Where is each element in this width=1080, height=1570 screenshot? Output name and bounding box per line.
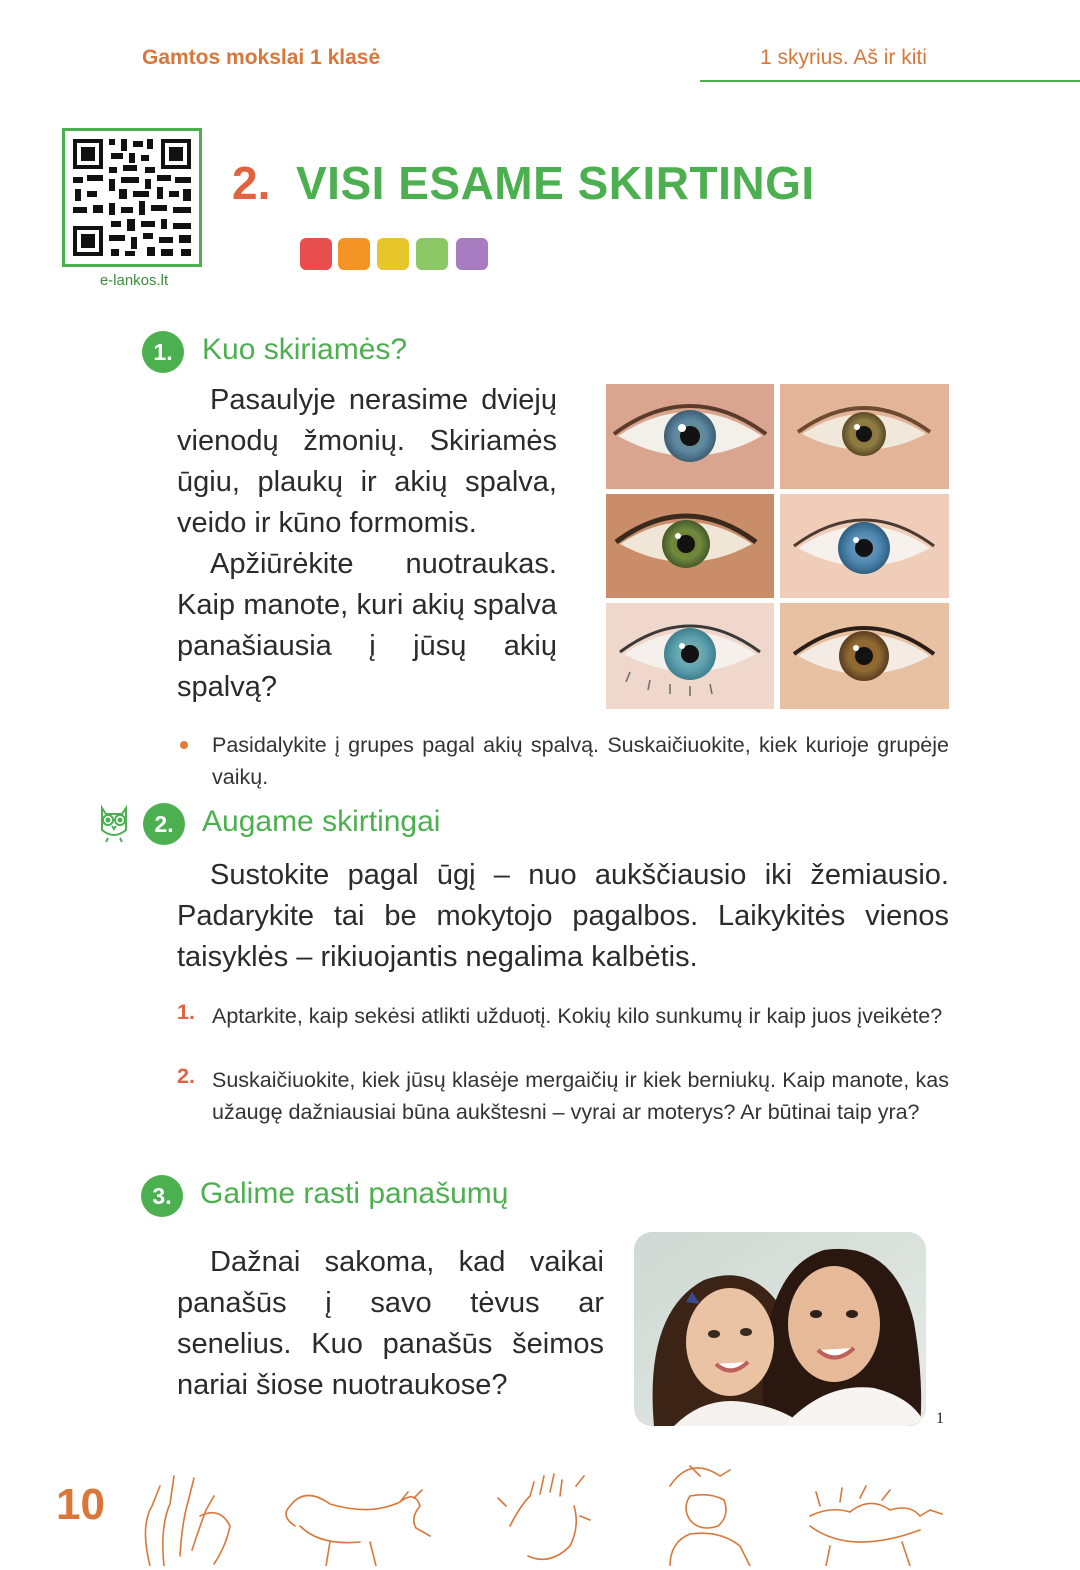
qr-code-icon [65,131,199,264]
section-1-title: Kuo skiriamės? [202,333,408,366]
section-3-title: Galime rasti panašumų [200,1177,509,1210]
animal-icon [286,1490,430,1566]
swatch-yellow [377,238,409,270]
qr-caption: e-lankos.lt [99,272,169,289]
header-divider [700,80,1080,82]
page-number: 10 [56,1480,105,1529]
sisters-photo [634,1232,926,1426]
lesson-number: 2. [232,157,271,209]
section-2-title: Augame skirtingai [202,805,441,838]
swatch-purple [456,238,488,270]
section-1-badge: 1. [142,331,184,373]
bullet-dot [180,741,188,749]
chapter-title: 1 skyrius. Aš ir kiti [760,46,927,69]
eye-photos-grid [606,384,949,709]
plant-cart-icon [810,1486,942,1566]
footer-illustration [130,1446,960,1566]
section-1-paragraph-2: Apžiūrėkite nuotraukas. Kaip manote, kuri akių spalva panašiausia į jūsų akių spalvą? [177,548,557,703]
section-3-text [177,1242,604,1406]
section-3-paragraph: Dažnai sakoma, kad vaikai panašūs į savo tėvus ar senelius. Kuo panašūs šeimos nariai šiose nuotraukose? [177,1246,604,1401]
section-1-text [177,380,557,708]
qr-code[interactable] [62,128,202,267]
item-1-text: Aptarkite, kaip sekėsi atlikti užduotį. Kokių kilo sunkumų ir kaip juos įveikėte? [212,1004,943,1028]
owl-icon [96,802,132,846]
section-2-paragraph: Sustokite pagal ūgį – nuo aukščiausio iki žemiausio. Padarykite tai be mokytojo pagalbos. Laikykitės vienos taisyklės – rikiuojantis negalima kalbėtis. [177,859,949,973]
photo-label: 1 [936,1410,944,1427]
clapping-hands-icon [498,1474,590,1559]
subject-title: Gamtos mokslai 1 klasė [142,46,381,69]
person-icon [670,1466,750,1566]
item-2-text: Suskaičiuokite, kiek jūsų klasėje mergaičių ir kiek berniukų. Kaip manote, kas užaugę dažniausiai būna aukštesni – vyrai ar moterys? Ar būtinai taip yra? [212,1068,949,1124]
swatch-red [300,238,332,270]
item-1-label: 1. [177,1000,195,1024]
swatch-green [416,238,448,270]
lesson-title: VISI ESAME SKIRTINGI [296,157,815,209]
hands-icon [145,1476,230,1566]
section-1-paragraph-1: Pasaulyje nerasime dviejų vienodų žmonių. Skiriamės ūgiu, plaukų ir akių spalva, veido ir kūno formomis. [177,384,557,539]
section-2-badge: 2. [143,803,185,845]
swatch-orange [338,238,370,270]
section-3-badge: 3. [141,1175,183,1217]
section-1-bullet: Pasidalykite į grupes pagal akių spalvą. Suskaičiuokite, kiek kurioje grupėje vaikų. [212,733,949,789]
section-2-text [177,855,949,978]
item-2-label: 2. [177,1064,195,1088]
